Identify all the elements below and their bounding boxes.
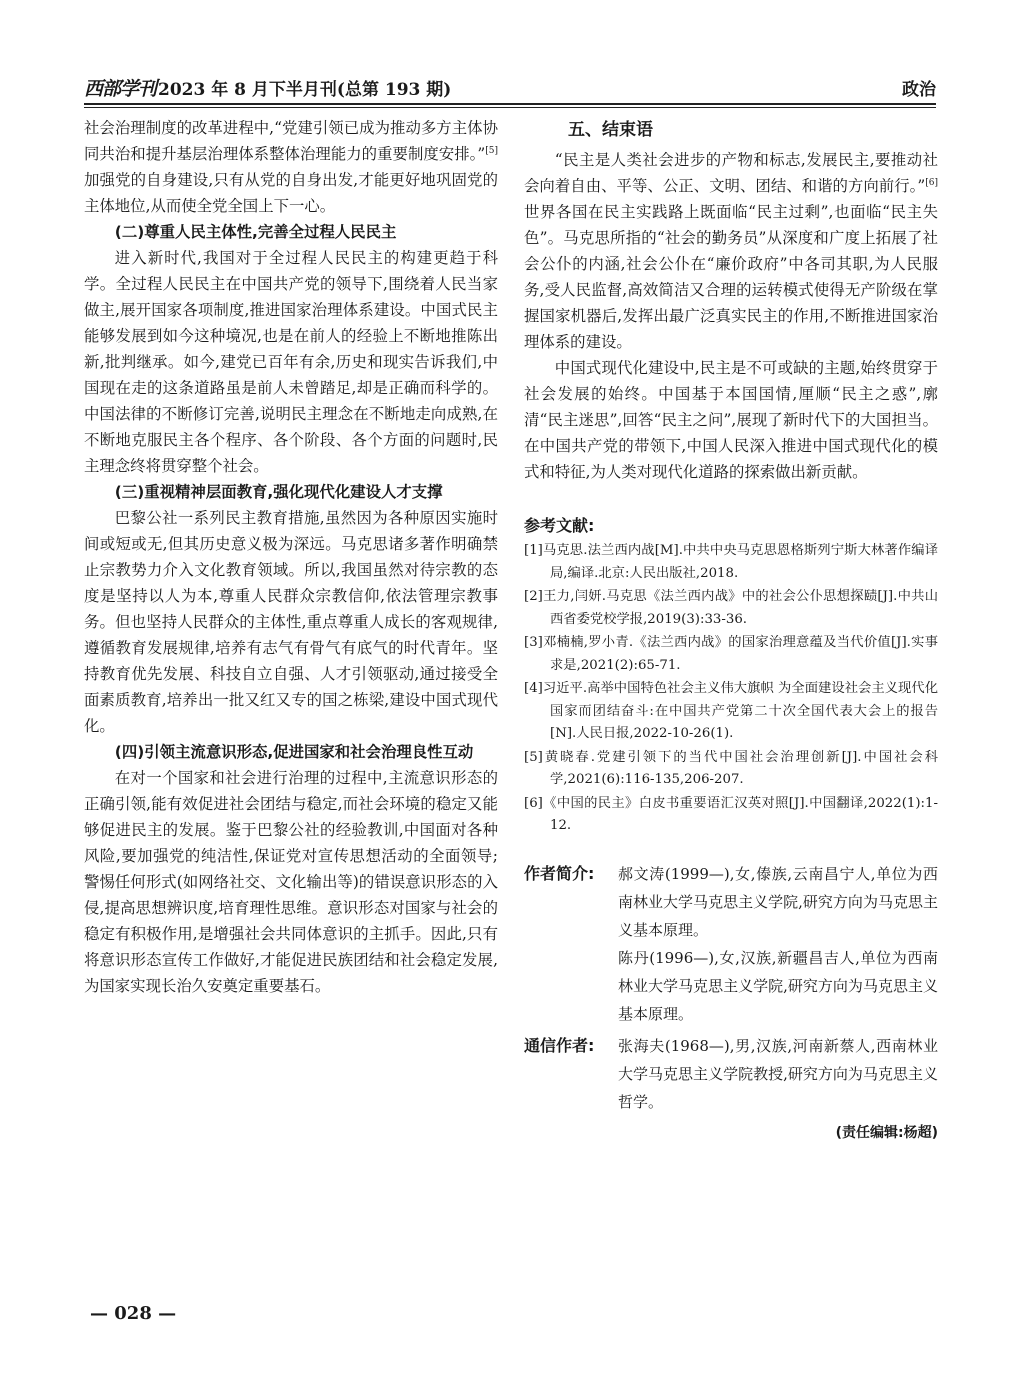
author-label: 作者简介: (524, 863, 595, 883)
right-column (524, 115, 938, 1142)
paragraph: 社会治理制度的改革进程中,“党建引领已成为推动多方主体协同共治和提升基层治理体系整体治理能力的重要制度安排。”[5]加强党的自身建设,只有从党的自身出发,才能更好地巩固党的主体地位,从而使全党全国上下一心。 (84, 119, 498, 215)
subsection-heading-4: (四)引领主流意识形态,促进国家和社会治理良性互动 (114, 743, 474, 761)
paragraph: 中国式现代化建设中,民主是不可或缺的主题,始终贯穿于社会发展的始终。中国基于本国国情,厘顺“民主之惑”,廓清“民主迷思”,回答“民主之问”,展现了新时代下的大国担当。在中国共产党的带领下,中国人民深入推进中国式现代化的模式和特征,为人类对现代化道路的探索做出新贡献。 (524, 359, 938, 481)
subsection-heading-3: (三)重视精神层面教育,强化现代化建设人才支撑 (114, 483, 443, 501)
header-rule-thin (84, 107, 936, 108)
left-column (84, 115, 498, 999)
reference-item: [6]《中国的民主》白皮书重要语汇汉英对照[J].中国翻译,2022(1):1-12. (524, 795, 938, 833)
journal-masthead (84, 74, 451, 101)
references-title: 参考文献: (524, 516, 595, 535)
author-1: 郝文涛(1999—),女,傣族,云南昌宁人,单位为西南林业大学马克思主义学院,研究方向为马克思主义基本原理。 (618, 864, 938, 939)
reference-item: [1]马克思.法兰西内战[M].中共中央马克思恩格斯列宁斯大林著作编译局,编译.北京:人民出版社,2018. (524, 543, 938, 581)
paragraph: 在对一个国家和社会进行治理的过程中,主流意识形态的正确引领,能有效促进社会团结与稳定,而社会环境的稳定又能够促进民主的发展。鉴于巴黎公社的经验教训,中国面对各种风险,要加强党的纯洁性,保证党对宣传思想活动的全面领导;警惕任何形式(如网络社交、文化输出等)的错误意识形态的入侵,提高思想辨识度,培育理性思维。意识形态对国家与社会的稳定有积极作用,是增强社会共同体意识的主抓手。因此,只有将意识形态宣传工作做好,才能促进民族团结和社会稳定发展,为国家实现长治久安奠定重要基石。 (84, 769, 498, 995)
author-2: 陈丹(1996—),女,汉族,新疆昌吉人,单位为西南林业大学马克思主义学院,研究方向为马克思主义基本原理。 (618, 948, 938, 1023)
responsible-editor: (责任编辑:杨超) (835, 1124, 938, 1141)
journal-logo: 西部学刊 (84, 77, 157, 100)
reference-list (524, 540, 938, 838)
page-header (84, 74, 936, 100)
reference-item: [2]王力,闫妍.马克思《法兰西内战》中的社会公仆思想探赜[J].中共山西省委党校学报,2019(3):33-36. (524, 589, 938, 627)
page-number: — 028 — (90, 1303, 177, 1324)
paragraph: 巴黎公社一系列民主教育措施,虽然因为各种原因实施时间或短或无,但其历史意义极为深远。马克思诸多著作明确禁止宗教势力介入文化教育领域。所以,我国虽然对待宗教的态度是坚持以人为本,尊重人民群众宗教信仰,依法管理宗教事务。但也坚持人民群众的主体性,重点尊重人成长的客观规律,遵循教育发展规律,培养有志气有骨气有底气的时代青年。坚持教育优先发展、科技自立自强、人才引领驱动,通过接受全面素质教育,培养出一批又红又专的国之栋梁,建设中国式现代化。 (84, 509, 498, 735)
corresponding-author (524, 1032, 938, 1116)
subsection-heading-2: (二)尊重人民主体性,完善全过程人民民主 (114, 223, 397, 241)
citation-5: [5] (485, 146, 498, 156)
paragraph: 进入新时代,我国对于全过程人民民主的构建更趋于科学。全过程人民民主在中国共产党的领导下,围绕着人民当家做主,展开国家各项制度,推进国家治理体系建设。中国式民主能够发展到如今这种境况,也是在前人的经验上不断地推陈出新,批判继承。如今,建党已百年有余,历史和现实告诉我们,中国现在走的这条道路虽是前人未曾踏足,却是正确而科学的。中国法律的不断修订完善,说明民主理念在不断地走向成熟,在不断地克服民主各个程序、各个阶段、各个方面的问题时,民主理念终将贯穿整个社会。 (84, 249, 498, 475)
corresponding-author-text: 张海夫(1968—),男,汉族,河南新蔡人,西南林业大学马克思主义学院教授,研究方向为马克思主义哲学。 (618, 1036, 938, 1111)
paragraph: “民主是人类社会进步的产物和标志,发展民主,要推动社会向着自由、平等、公正、文明、团结、和谐的方向前行。”[6]世界各国在民主实践路上既面临“民主过剩”,也面临“民主失色”。马克思所指的“社会的勤务员”从深度和广度上拓展了社会公仆的内涵,社会公仆在“廉价政府”中各司其职,为人民服务,受人民监督,高效简洁又合理的运转模式使得无产阶级在掌握国家机器后,发挥出最广泛真实民主的作用,不断推进国家治理体系的建设。 (524, 151, 938, 351)
citation-6: [6] (925, 178, 938, 188)
header-rule (84, 103, 936, 105)
author-bio (524, 860, 938, 1028)
reference-item: [5]黄晓春.党建引领下的当代中国社会治理创新[J].中国社会科学,2021(6):116-135,206-207. (524, 749, 938, 787)
reference-item: [3]邓楠楠,罗小青.《法兰西内战》的国家治理意蕴及当代价值[J].实事求是,2021(2):65-71. (524, 635, 938, 673)
reference-item: [4]习近平.高举中国特色社会主义伟大旗帜 为全面建设社会主义现代化国家而团结奋斗:在中国共产党第二十次全国代表大会上的报告[N].人民日报,2022-10-26(1). (524, 681, 938, 741)
issue-line: 2023 年 8 月下半月刊(总第 193 期) (158, 79, 452, 100)
section-label: 政治 (902, 79, 936, 100)
section-title-conclusion: 五、结束语 (568, 120, 653, 140)
corresponding-label: 通信作者: (524, 1035, 595, 1055)
